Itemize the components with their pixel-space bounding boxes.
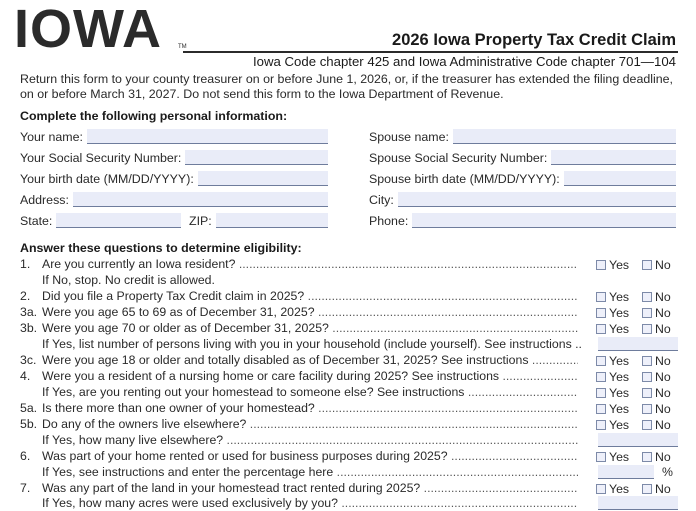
zip-label: ZIP: [189, 214, 212, 228]
logo-text: IOWA [14, 0, 162, 59]
yes-label: Yes [609, 305, 630, 320]
eligibility-heading: Answer these questions to determine eligibility: [20, 241, 302, 255]
spouse-ssn-field [369, 149, 676, 165]
ssn-field [20, 149, 328, 165]
no-checkbox[interactable] [642, 404, 652, 414]
yes-label: Yes [609, 417, 630, 432]
personal-info-heading: Complete the following personal information: [20, 109, 288, 123]
yes-label: Yes [609, 257, 630, 272]
birth-date-label: Your birth date (MM/DD/YYYY): [20, 172, 194, 186]
ssn-input[interactable] [185, 150, 328, 165]
question-number: 3c. [20, 353, 37, 367]
no-option[interactable] [642, 290, 671, 303]
no-option[interactable] [642, 258, 671, 271]
spouse-name-label: Spouse name: [369, 130, 449, 144]
question-number: 2. [20, 289, 31, 303]
birth-date-input[interactable] [198, 171, 328, 186]
yes-label: Yes [609, 321, 630, 336]
no-option[interactable] [642, 402, 671, 415]
question-number: 1. [20, 257, 31, 271]
no-checkbox[interactable] [642, 388, 652, 398]
question-7 [20, 481, 680, 496]
question-text: Were you age 65 to 69 as of December 31, 2025? ..... [42, 305, 578, 319]
question-3c [20, 353, 680, 368]
no-checkbox[interactable] [642, 356, 652, 366]
your-name-label: Your name: [20, 130, 83, 144]
question-7-followup [20, 496, 680, 511]
spouse-name-field [369, 128, 676, 144]
yes-checkbox[interactable] [596, 308, 606, 318]
yes-option[interactable] [596, 322, 629, 335]
code-reference: Iowa Code chapter 425 and Iowa Administrative Code chapter 701—104 [253, 54, 676, 69]
question-text: Were you a resident of a nursing home or care facility during 2025? See instructions ..... [42, 369, 578, 383]
no-label: No [655, 369, 671, 384]
iowa-logo [14, 0, 187, 59]
address-input[interactable] [73, 192, 328, 207]
zip-input[interactable] [216, 213, 328, 228]
question-4-followup [20, 385, 680, 400]
your-name-input[interactable] [87, 129, 328, 144]
yes-label: Yes [609, 385, 630, 400]
yes-option[interactable] [596, 354, 629, 367]
no-option[interactable] [642, 418, 671, 431]
question-subtext: If Yes, list number of persons living with you in your household (include yourself). See instructions .. [42, 337, 582, 351]
no-checkbox[interactable] [642, 372, 652, 382]
yes-option[interactable] [596, 258, 629, 271]
no-label: No [655, 401, 671, 416]
no-label: No [655, 353, 671, 368]
question-5b-followup [20, 433, 680, 448]
question-number: 5a. [20, 401, 38, 415]
city-field [369, 191, 676, 207]
form-title: 2026 Iowa Property Tax Credit Claim [392, 31, 676, 49]
yes-label: Yes [609, 401, 630, 416]
yes-option[interactable] [596, 450, 629, 463]
yes-checkbox[interactable] [596, 484, 606, 494]
yes-checkbox[interactable] [596, 404, 606, 414]
spouse-name-input[interactable] [453, 129, 676, 144]
no-option[interactable] [642, 306, 671, 319]
question-subtext: If Yes, how many live elsewhere? ..... [42, 433, 578, 447]
no-label: No [655, 449, 671, 464]
no-label: No [655, 481, 671, 496]
ssn-label: Your Social Security Number: [20, 151, 182, 165]
acres-input[interactable] [598, 496, 678, 510]
question-3b [20, 321, 680, 336]
question-1 [20, 257, 680, 272]
spouse-birth-date-label: Spouse birth date (MM/DD/YYYY): [369, 172, 560, 186]
state-field [20, 212, 181, 228]
yes-label: Yes [609, 449, 630, 464]
yes-option[interactable] [596, 306, 629, 319]
question-text: Are you currently an Iowa resident? ..... [42, 257, 578, 271]
question-5b [20, 417, 680, 432]
city-input[interactable] [398, 192, 676, 207]
no-label: No [655, 257, 671, 272]
no-checkbox[interactable] [642, 260, 652, 270]
no-label: No [655, 385, 671, 400]
intro-main-text: Return this form to your county treasurer on or before June 1, 2026, or, if the treasurer has extended the filing deadline, on or before March 31, 2027. [20, 72, 673, 101]
yes-label: Yes [609, 369, 630, 384]
yes-checkbox[interactable] [596, 420, 606, 430]
no-checkbox[interactable] [642, 420, 652, 430]
business-percentage-input[interactable] [598, 465, 654, 479]
yes-label: Yes [609, 289, 630, 304]
yes-option[interactable] [596, 290, 629, 303]
question-3a [20, 305, 680, 320]
no-label: No [655, 305, 671, 320]
spouse-ssn-label: Spouse Social Security Number: [369, 151, 548, 165]
no-option[interactable] [642, 450, 671, 463]
question-1-note [20, 273, 680, 288]
your-name-field [20, 128, 328, 144]
question-number: 7. [20, 481, 31, 495]
question-subtext: If Yes, see instructions and enter the percentage here ..... [42, 465, 578, 479]
no-checkbox[interactable] [642, 452, 652, 462]
yes-option[interactable] [596, 370, 629, 383]
yes-checkbox[interactable] [596, 388, 606, 398]
city-label: City: [369, 193, 394, 207]
no-option[interactable] [642, 386, 671, 399]
question-6-followup [20, 465, 680, 480]
intro-paragraph [20, 72, 680, 102]
no-option[interactable] [642, 482, 671, 495]
yes-checkbox[interactable] [596, 356, 606, 366]
address-label: Address: [20, 193, 69, 207]
no-option[interactable] [642, 354, 671, 367]
logo-trademark: TM [178, 44, 187, 50]
yes-checkbox[interactable] [596, 372, 606, 382]
question-5a [20, 401, 680, 416]
no-checkbox[interactable] [642, 308, 652, 318]
address-field [20, 191, 328, 207]
phone-input[interactable] [412, 213, 676, 228]
question-text: Is there more than one owner of your homestead? ..... [42, 401, 578, 415]
question-number: 3b. [20, 321, 38, 335]
no-label: No [655, 289, 671, 304]
question-number: 5b. [20, 417, 38, 431]
yes-option[interactable] [596, 402, 629, 415]
question-number: 4. [20, 369, 31, 383]
spouse-ssn-input[interactable] [551, 150, 676, 165]
question-text: Was part of your home rented or used for business purposes during 2025? ..... [42, 449, 578, 463]
question-6 [20, 449, 680, 464]
yes-label: Yes [609, 353, 630, 368]
title-divider [183, 51, 678, 53]
household-count-input[interactable] [598, 337, 678, 351]
yes-label: Yes [609, 481, 630, 496]
yes-option[interactable] [596, 386, 629, 399]
state-label: State: [20, 214, 53, 228]
no-checkbox[interactable] [642, 292, 652, 302]
question-text: Was any part of the land in your homestead tract rented during 2025? ..... [42, 481, 578, 495]
no-label: No [655, 321, 671, 336]
spouse-birth-date-input[interactable] [564, 171, 676, 186]
no-label: No [655, 417, 671, 432]
zip-field [189, 212, 328, 228]
yes-checkbox[interactable] [596, 292, 606, 302]
no-checkbox[interactable] [642, 484, 652, 494]
no-option[interactable] [642, 322, 671, 335]
question-subtext: If Yes, how many acres were used exclusively by you? ..... [42, 496, 578, 510]
spouse-birth-date-field [369, 170, 676, 186]
question-subtext: If Yes, are you renting out your homestead to someone else? See instructions ..... [42, 385, 578, 399]
state-input[interactable] [56, 213, 181, 228]
yes-option[interactable] [596, 482, 629, 495]
question-2 [20, 289, 680, 304]
phone-field [369, 212, 676, 228]
question-4 [20, 369, 680, 384]
question-3b-followup [20, 337, 680, 352]
question-subtext: If No, stop. No credit is allowed. [42, 273, 215, 287]
no-checkbox[interactable] [642, 324, 652, 334]
question-text: Do any of the owners live elsewhere? ..... [42, 417, 578, 431]
phone-label: Phone: [369, 214, 409, 228]
question-number: 6. [20, 449, 31, 463]
intro-warning-text: Do not send this form to the Iowa Department of Revenue. [183, 87, 504, 101]
question-text: Were you age 18 or older and totally disabled as of December 31, 2025? See instructions ..... [42, 353, 578, 367]
no-option[interactable] [642, 370, 671, 383]
owners-elsewhere-input[interactable] [598, 433, 678, 447]
percent-sign: % [662, 465, 673, 479]
question-number: 3a. [20, 305, 38, 319]
question-text: Did you file a Property Tax Credit claim in 2025? ..... [42, 289, 578, 303]
yes-checkbox[interactable] [596, 452, 606, 462]
yes-checkbox[interactable] [596, 260, 606, 270]
yes-checkbox[interactable] [596, 324, 606, 334]
birth-date-field [20, 170, 328, 186]
yes-option[interactable] [596, 418, 629, 431]
question-text: Were you age 70 or older as of December 31, 2025? ..... [42, 321, 578, 335]
